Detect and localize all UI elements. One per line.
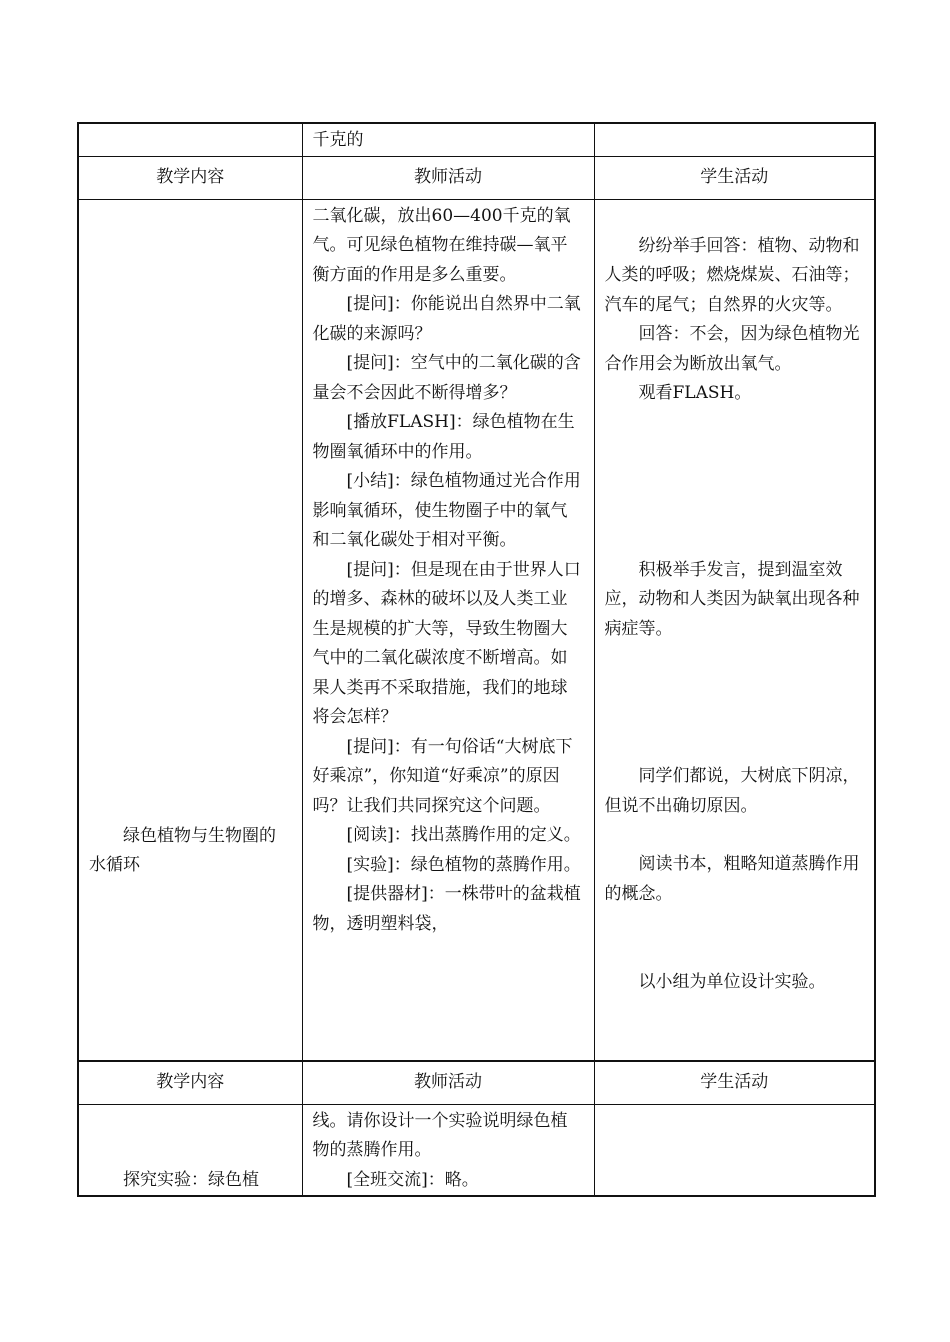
teacher-para-4: [播放FLASH]：绿色植物在生物圈氧循环中的作用。 bbox=[312, 412, 575, 462]
second-content-cell bbox=[78, 1104, 302, 1196]
cont-cell-student bbox=[594, 123, 875, 156]
header2-teacher: 教师活动 bbox=[302, 1061, 594, 1105]
main-student-cell bbox=[594, 199, 875, 1061]
header-row bbox=[78, 156, 875, 199]
header-row-repeat bbox=[78, 1061, 875, 1105]
header-student: 学生活动 bbox=[594, 156, 875, 199]
teacher-para-9: [实验]：绿色植物的蒸腾作用。 bbox=[346, 854, 581, 875]
main-teacher-cell bbox=[302, 199, 594, 1061]
teacher-para-5: [小结]：绿色植物通过光合作用影响氧循环，使生物圈子中的氧气和二氧化碳处于相对平衡。 bbox=[312, 471, 581, 550]
header-teacher: 教师活动 bbox=[302, 156, 594, 199]
second-teacher-para-1: 线。请你设计一个实验说明绿色植物的蒸腾作用。 bbox=[312, 1110, 568, 1160]
teacher-para-3: [提问]：空气中的二氧化碳的含量会不会因此不断得增多？ bbox=[312, 353, 581, 403]
teacher-para-6: [提问]：但是现在由于世界人口的增多、森林的破坏以及人类工业生是规模的扩大等，导致生物圈大气中的二氧化碳浓度不断增高。如果人类再不采取措施，我们的地球将会怎样？ bbox=[312, 559, 581, 727]
continuation-row bbox=[78, 123, 875, 156]
second-row bbox=[78, 1104, 875, 1196]
student-para-2: 回答：不会，因为绿色植物光合作用会为断放出氧气。 bbox=[604, 324, 860, 374]
teacher-para-8: [阅读]：找出蒸腾作用的定义。 bbox=[346, 825, 581, 845]
cont-cell-content bbox=[78, 123, 302, 156]
student-para-6: 阅读书本，粗略知道蒸腾作用的概念。 bbox=[604, 854, 860, 904]
second-student-cell bbox=[594, 1104, 875, 1196]
student-para-1: 纷纷举手回答：植物、动物和人类的呼吸；燃烧煤炭、石油等；汽车的尾气；自然界的火灾等。 bbox=[604, 235, 860, 315]
student-para-7: 以小组为单位设计实验。 bbox=[638, 972, 826, 992]
second-teacher-para-2: [全班交流]：略。 bbox=[346, 1169, 479, 1190]
lesson-table bbox=[77, 122, 874, 1197]
student-para-4: 积极举手发言，提到温室效应，动物和人类因为缺氧出现各种病症等。 bbox=[604, 559, 860, 639]
student-para-3: 观看FLASH。 bbox=[638, 383, 752, 403]
teacher-para-7: [提问]：有一句俗话“大树底下好乘凉”，你知道“好乘凉”的原因吗？让我们共同探究这个问题。 bbox=[312, 736, 573, 816]
header2-student: 学生活动 bbox=[594, 1061, 875, 1105]
second-teacher-cell bbox=[302, 1104, 594, 1196]
main-row bbox=[78, 199, 875, 1061]
cont-cell-teacher bbox=[302, 123, 594, 156]
header2-content: 教学内容 bbox=[78, 1061, 302, 1105]
cont-text: 千克的 bbox=[312, 130, 364, 150]
content-topic: 绿色植物与生物圈的水循环 bbox=[89, 825, 276, 875]
teacher-para-10: [提供器材]：一株带叶的盆栽植物，透明塑料袋， bbox=[312, 884, 581, 934]
student-para-5: 同学们都说，大树底下阴凉，但说不出确切原因。 bbox=[604, 766, 860, 816]
teacher-para-2: [提问]：你能说出自然界中二氧化碳的来源吗？ bbox=[312, 294, 581, 344]
teacher-para-1: 二氧化碳，放出60—400千克的氧气。可见绿色植物在维持碳—氧平衡方面的作用是多么重要。 bbox=[312, 205, 571, 285]
main-content-cell bbox=[78, 199, 302, 1061]
header-content: 教学内容 bbox=[78, 156, 302, 199]
second-content-topic: 探究实验：绿色植 bbox=[123, 1169, 259, 1190]
